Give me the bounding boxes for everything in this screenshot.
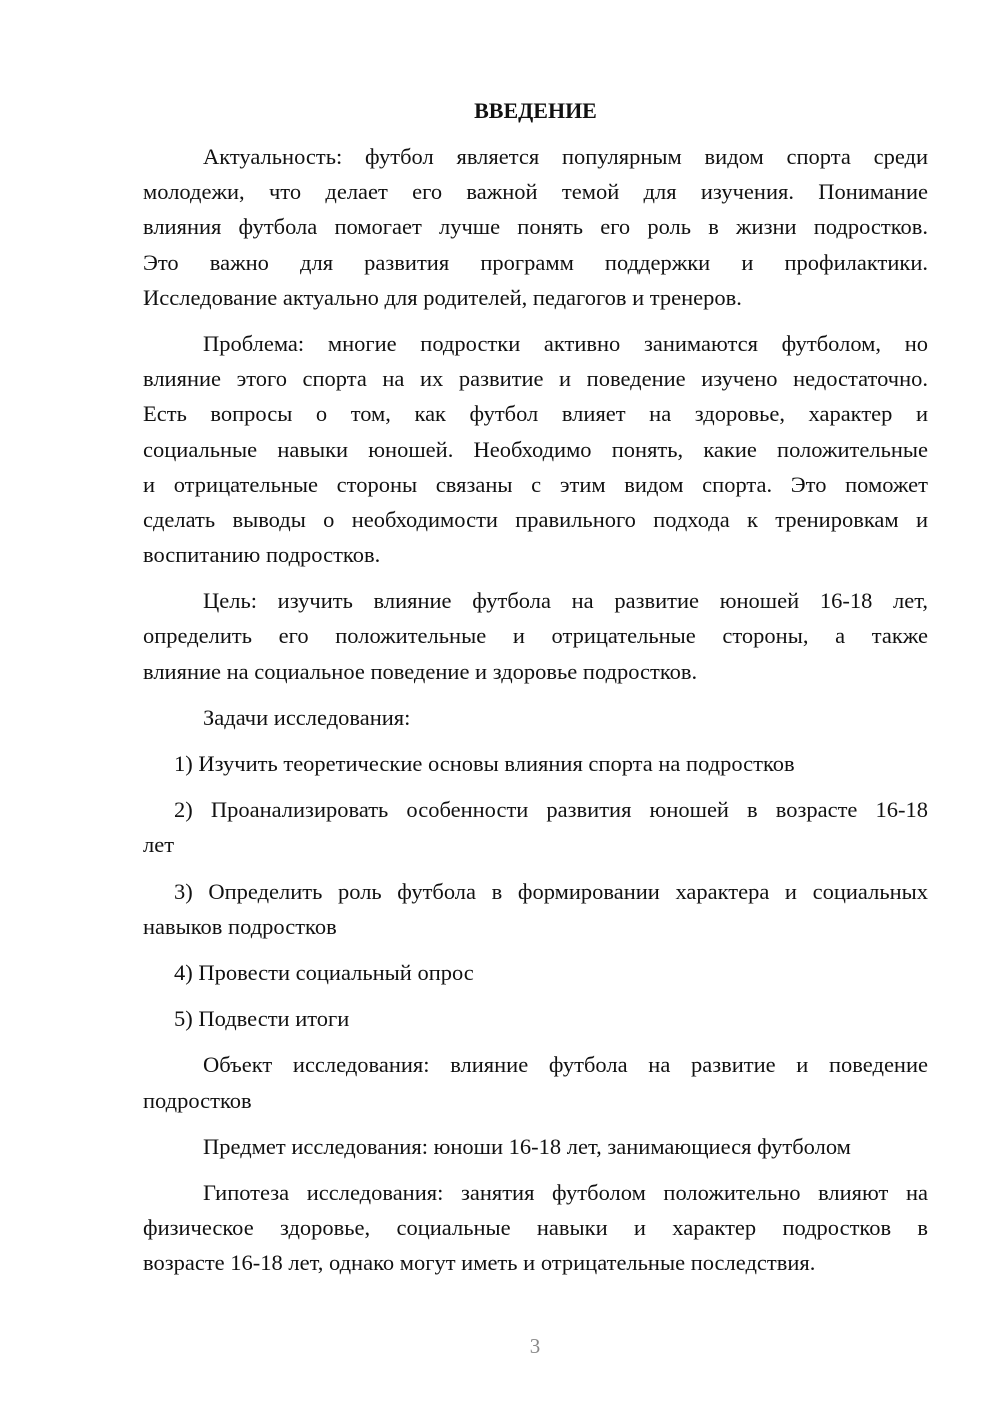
text-line: лет — [143, 832, 175, 858]
paragraph — [143, 139, 928, 315]
text-line: 2) Проанализировать особенности развития юношей в возрасте 16-18 — [174, 797, 928, 823]
text-line: подростков — [143, 1087, 252, 1113]
text-line: Объект исследования: влияние футбола на развитие и поведение — [203, 1052, 928, 1078]
list-item — [143, 746, 928, 781]
document-body — [143, 139, 928, 1280]
list-item — [143, 955, 928, 990]
text-line: 1) Изучить теоретические основы влияния спорта на подростков — [174, 751, 795, 776]
text-line: Актуальность: футбол является популярным видом спорта среди — [203, 144, 928, 169]
text-line: навыков подростков — [143, 913, 337, 939]
text-line: возрасте 16-18 лет, однако могут иметь и отрицательные последствия. — [143, 1250, 816, 1276]
list-item — [143, 1001, 928, 1036]
text-line: социальные навыки юношей. Необходимо понять, какие положительные — [143, 436, 928, 462]
text-line: Цель: изучить влияние футбола на развитие юношей 16-18 лет, — [203, 588, 928, 614]
text-line: определить его положительные и отрицательные стороны, а также — [143, 623, 928, 649]
text-line: 5) Подвести итоги — [174, 1006, 350, 1032]
paragraph — [143, 326, 928, 572]
document-page — [143, 94, 928, 1280]
paragraph — [143, 1129, 928, 1164]
text-line: влияние на социальное поведение и здоровье подростков. — [143, 658, 698, 684]
text-line: сделать выводы о необходимости правильного подхода к тренировкам и — [143, 506, 928, 532]
text-line: Это важно для развития программ поддержки и профилактики. — [143, 249, 928, 275]
list-item — [143, 792, 928, 862]
text-line: воспитанию подростков. — [143, 542, 381, 568]
paragraph — [143, 700, 928, 735]
text-line: 4) Провести социальный опрос — [174, 959, 474, 985]
text-line: Проблема: многие подростки активно занимаются футболом, но — [203, 330, 928, 356]
text-line: молодежи, что делает его важной темой для изучения. Понимание — [143, 179, 928, 205]
text-line: 3) Определить роль футбола в формировании характера и социальных — [174, 878, 928, 904]
text-line: Гипотеза исследования: занятия футболом положительно влияют на — [203, 1179, 928, 1205]
text-line: Исследование актуально для родителей, педагогов и тренеров. — [143, 284, 742, 310]
section-title: ВВЕДЕНИЕ — [474, 98, 597, 123]
text-line: влияние этого спорта на их развитие и поведение изучено недостаточно. — [143, 366, 928, 392]
text-line: и отрицательные стороны связаны с этим видом спорта. Это поможет — [143, 471, 928, 497]
text-line: Задачи исследования: — [203, 704, 411, 730]
paragraph — [143, 1047, 928, 1117]
list-item — [143, 874, 928, 944]
text-line: физическое здоровье, социальные навыки и характер подростков в — [143, 1215, 928, 1241]
text-line: Предмет исследования: юноши 16-18 лет, занимающиеся футболом — [203, 1133, 851, 1159]
paragraph — [143, 1175, 928, 1281]
page-number: 3 — [529, 1334, 541, 1358]
paragraph — [143, 583, 928, 689]
text-line: Есть вопросы о том, как футбол влияет на здоровье, характер и — [143, 401, 928, 427]
text-line: влияния футбола помогает лучше понять его роль в жизни подростков. — [143, 214, 928, 240]
